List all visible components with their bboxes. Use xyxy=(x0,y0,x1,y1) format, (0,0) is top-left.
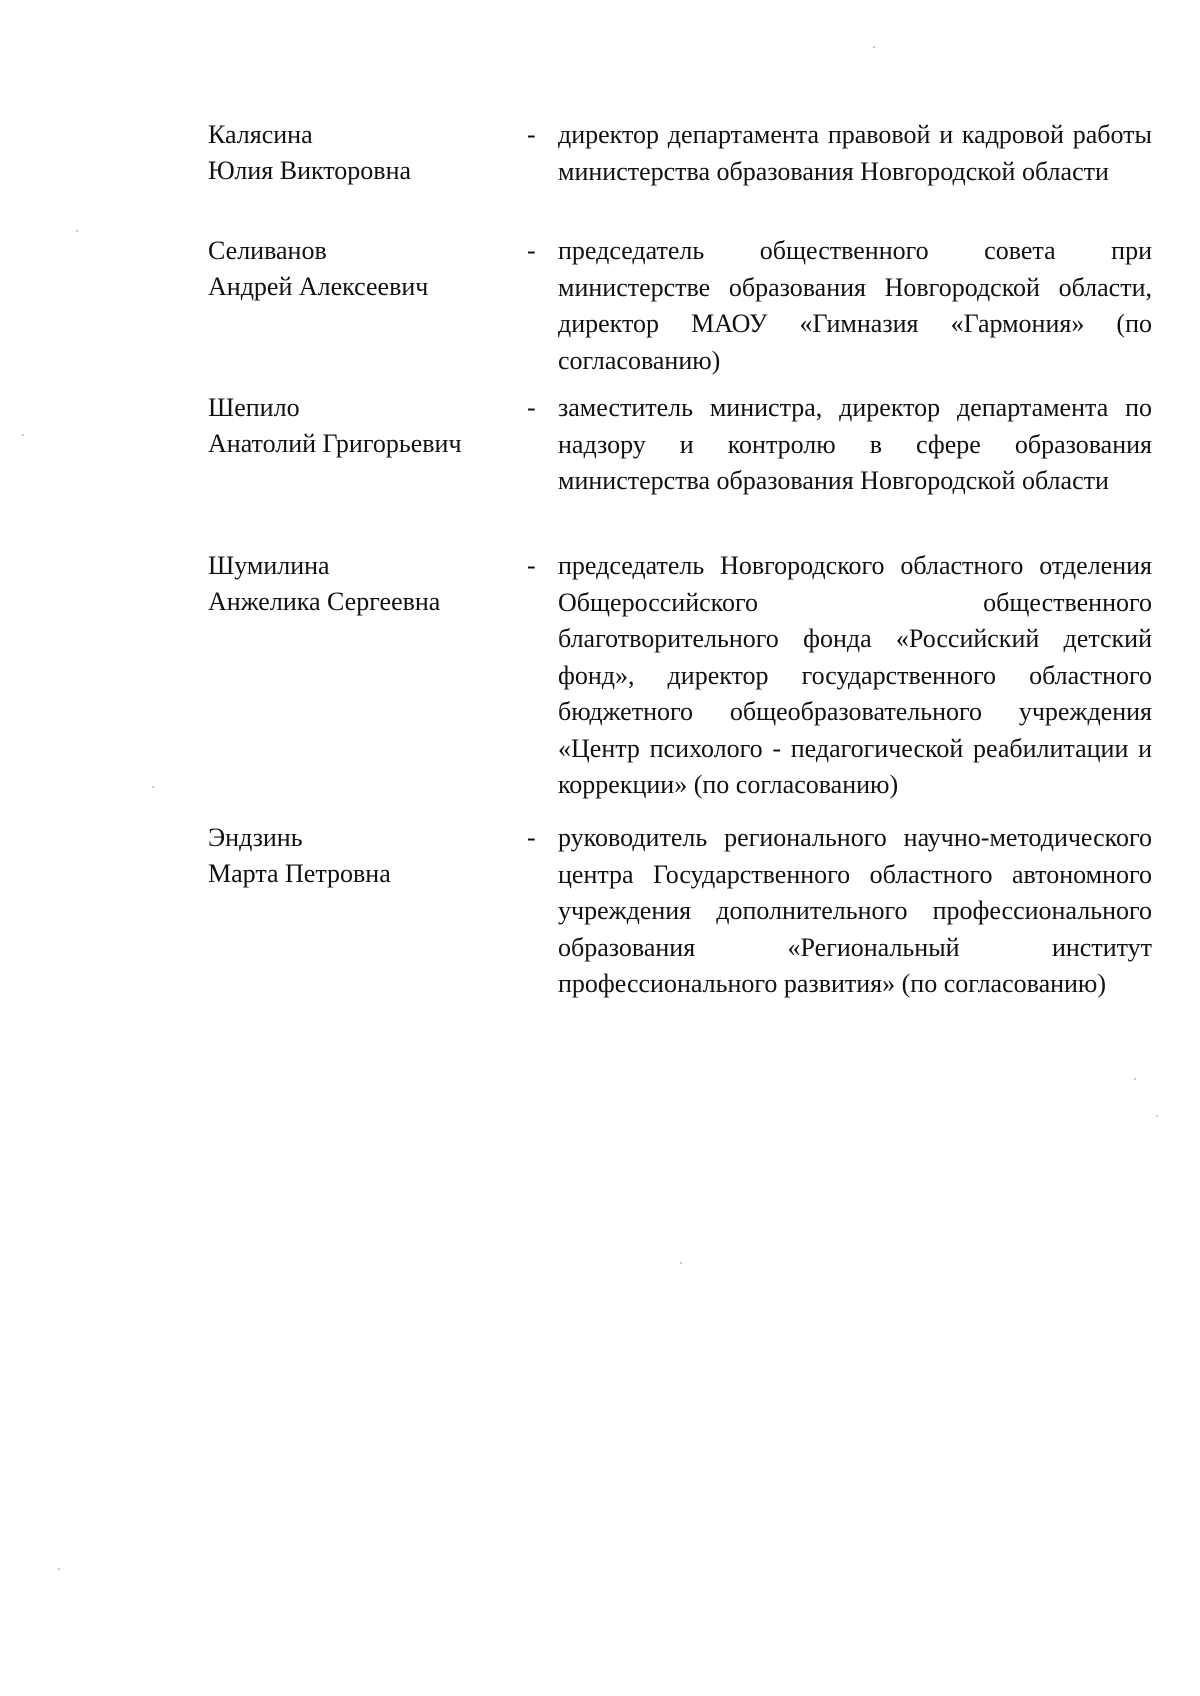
member-role: директор департамента правовой и кадровой работы министерства образования Новгородской области xyxy=(558,120,1152,186)
member-surname: Эндзинь xyxy=(208,823,303,852)
scan-speck xyxy=(1134,1078,1136,1080)
member-name xyxy=(208,548,508,620)
scan-speck xyxy=(1156,1115,1158,1117)
scan-speck xyxy=(873,46,875,48)
member-dash: - xyxy=(527,393,536,422)
member-given-names: Марта Петровна xyxy=(208,859,391,888)
member-surname: Шепило xyxy=(208,393,300,422)
member-role: председатель Новгородского областного отделения Общероссийского общественного благотворительного фонда «Российский детский фонд», директор государственного областного бюджетного общеобразовательного учреждения «Центр психолого - педагогической реабилитации и коррекции» (по согласованию) xyxy=(558,551,1152,799)
member-surname: Калясина xyxy=(208,120,313,149)
member-dash: - xyxy=(527,823,536,852)
scan-speck xyxy=(76,230,78,232)
member-given-names: Андрей Алексеевич xyxy=(208,272,429,301)
member-name xyxy=(208,820,508,892)
member-dash: - xyxy=(527,120,536,149)
member-dash: - xyxy=(527,236,536,265)
member-role: руководитель регионального научно-методического центра Государственного областного автономного учреждения дополнительного профессионального образования «Региональный институт профессионального развития» (по согласованию) xyxy=(558,823,1152,998)
member-name xyxy=(208,390,508,462)
member-name xyxy=(208,233,508,305)
scan-speck xyxy=(58,1568,60,1570)
member-given-names: Анатолий Григорьевич xyxy=(208,429,462,458)
member-role: председатель общественного совета при министерстве образования Новгородской области, директор МАОУ «Гимназия «Гармония» (по согласованию) xyxy=(558,236,1152,375)
member-name xyxy=(208,117,508,189)
member-role: заместитель министра, директор департамента по надзору и контролю в сфере образования министерства образования Новгородской области xyxy=(558,393,1152,495)
scan-speck xyxy=(22,434,24,436)
member-surname: Шумилина xyxy=(208,551,330,580)
member-given-names: Анжелика Сергеевна xyxy=(208,587,441,616)
scan-speck xyxy=(152,786,154,788)
member-dash: - xyxy=(527,551,536,580)
member-given-names: Юлия Викторовна xyxy=(208,156,412,185)
scan-speck xyxy=(680,1262,682,1264)
member-surname: Селиванов xyxy=(208,236,327,265)
